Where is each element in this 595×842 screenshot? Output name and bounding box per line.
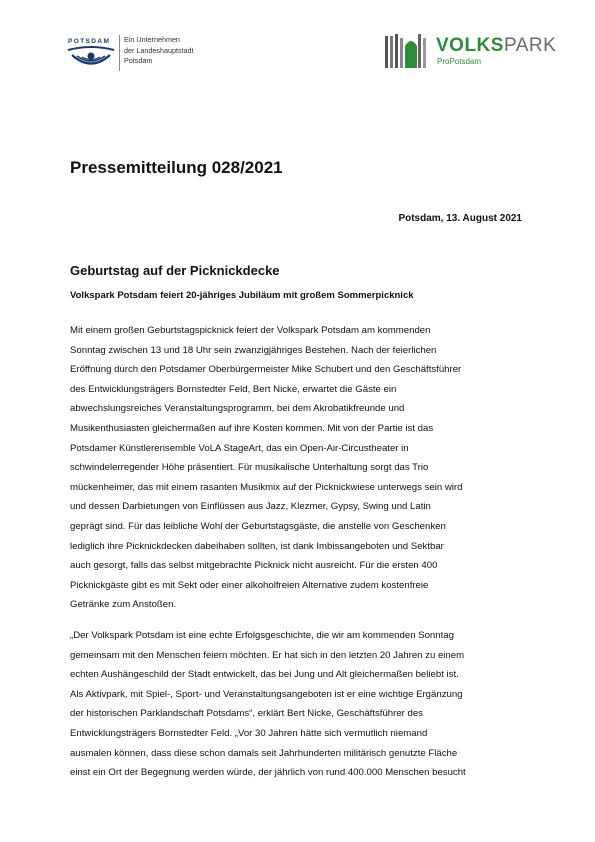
body-line: mückenheimer, das mit einem rasanten Musikmix auf der Picknickwiese unterwegs sein wird: [70, 481, 463, 493]
potsdam-emblem-word: POTSDAM: [68, 38, 111, 45]
volkspark-name: [436, 35, 556, 57]
body-line: ausmalen können, dass diese schon damals seit Jahrhunderten militärisch genutzte Fläche: [70, 747, 458, 759]
logo-tagline-line: der Landeshauptstadt: [124, 45, 194, 55]
body-line: der historischen Parklandschaft Potsdams“, erklärt Bert Nicke, Geschäftsführer des: [70, 708, 423, 720]
volkspark-logo: [384, 32, 564, 74]
body-line: „Der Volkspark Potsdam ist eine echte Erfolgsgeschichte, die wir am kommenden Sonntag: [70, 630, 454, 641]
body-line: abwechslungsreiches Veranstaltungsprogramm, bei dem Akrobatikfreunde und: [70, 403, 405, 415]
body-line: echten Aushängeschild der Stadt entwickelt, das bei Jung und Alt gleichermaßen beliebt ist.: [70, 669, 459, 681]
body-paragraph-1: [70, 321, 526, 615]
volkspark-name-park: PARK: [503, 35, 557, 56]
dateline: Potsdam, 13. August 2021: [398, 213, 522, 224]
body-line: einst ein Ort der Begegnung werden würde, der jährlich von rund 400.000 Menschen besucht: [70, 767, 466, 779]
body-line: gemeinsam mit den Menschen feiern möchten. Er hat sich in den letzten 20 Jahren zu einem: [70, 649, 465, 661]
body-line: geprägt sind. Für das leibliche Wohl der Geburtstagsgäste, die anstelle von Geschenken: [70, 520, 446, 532]
body-line: Entwicklungsträgers Bornstedter Feld. „Vor 30 Jahren hätte sich vermutlich niemand: [70, 727, 428, 739]
body-line: Mit einem großen Geburtstagspicknick feiert der Volkspark Potsdam am kommenden: [70, 325, 431, 336]
volkspark-name-volks: VOLKS: [436, 35, 504, 56]
body-line: schwindelerregender Höhe präsentiert. Für musikalische Unterhaltung sorgt das Trio: [70, 462, 429, 474]
body-line: Getränke zum Anstoßen.: [70, 599, 177, 611]
potsdam-logo: [66, 36, 246, 76]
volkspark-subtitle: ProPotsdam: [437, 57, 482, 66]
volkspark-mark-icon: [384, 32, 430, 72]
body-line: des Entwicklungsträgers Bornstedter Feld, Bert Nicke, erwartet die Gäste ein: [70, 383, 397, 395]
body-line: Sonntag zwischen 13 und 18 Uhr sein zwanzigjähriges Bestehen. Nach der feierlichen: [70, 344, 437, 356]
body-paragraph-2: [70, 626, 526, 783]
logo-tagline-line: Potsdam: [124, 56, 153, 65]
body-line: Picknickgäste gibt es mit Sekt oder einer alkoholfreien Alternative zudem kostenfreie: [70, 579, 429, 591]
subheadline: Volkspark Potsdam feiert 20-jähriges Jubiläum mit großem Sommerpicknick: [70, 290, 414, 301]
body-line: Eröffnung durch den Potsdamer Oberbürgermeister Mike Schubert und den Geschäftsführer: [70, 364, 462, 376]
body-line: auch gesorgt, falls das selbst mitgebrachte Picknick nicht ausreicht. Für die ersten 400: [70, 560, 438, 572]
logo-divider: [119, 35, 120, 71]
body-line: und dessen Darbietungen von Einflüssen aus Jazz, Klezmer, Gypsy, Swing und Latin: [70, 501, 431, 513]
logo-tagline-line: Ein Unternehmen: [124, 35, 180, 44]
document-title: Pressemitteilung 028/2021: [70, 158, 283, 177]
logo-tagline: [124, 35, 194, 67]
body-line: lediglich ihre Picknickdecken dabeihaben sollten, ist dank Imbissangeboten und Sektbar: [70, 540, 444, 552]
body-line: Potsdamer Künstlerensemble VoLA StageArt, das ein Open-Air-Circustheater in: [70, 442, 409, 454]
body-line: Musikenthusiasten gleichermaßen auf ihre Kosten kommen. Mit von der Partie ist das: [70, 422, 434, 434]
headline: Geburtstag auf der Picknickdecke: [70, 263, 280, 278]
body-line: Als Aktivpark, mit Spiel-, Sport- und Veranstaltungsangeboten ist er eine wichtige Ergänzung: [70, 688, 463, 700]
